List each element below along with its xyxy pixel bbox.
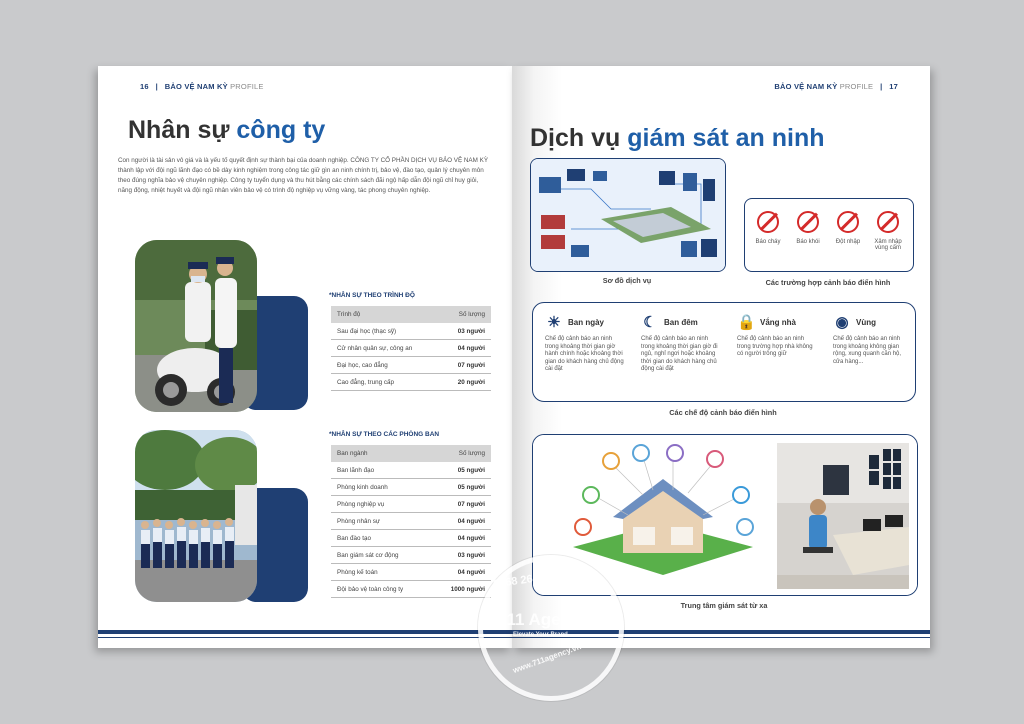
mode-night: ☾ Ban đêm Chế độ cảnh báo an ninh trong khoảng thời gian giờ đi ngủ, nghỉ ngơi hoặc khoảng thời gian do khách hàng chủ động cài đặt — [641, 313, 718, 373]
intro-paragraph: Con người là tài sản vô giá và là yếu tố quyết định sự thành bại của doanh nghiệp. CÔNG TY CỔ PHẦN DỊCH VỤ BẢO VỆ NAM KỲ thành lập với đội ngũ lãnh đạo có bề dày kinh nghiệm trong công tác giữ gìn an ninh chính trị, bảo vệ, đào tạo, quản lý chuyên môn theo đúng nghĩa bảo vệ chuyên nghiệp. Công ty tuyển dụng và thu hút bằng các chính sách đãi ngộ hấp dẫn đội ngũ chỉ huy giỏi, năng động, nhiệt huyết và đội ngũ nhân viên bảo vệ có trình độ nghiệp vụ vững vàng, tác phong chuyên nghiệp. — [118, 157, 489, 194]
column-header: Số lượng — [441, 306, 491, 323]
table-row: Ban giám sát cơ động 03 người — [331, 547, 491, 564]
mode-zone: ◉ Vùng Chế độ cảnh báo an ninh trong khoảng không gian rộng, xung quanh căn hộ, cửa hàng... — [833, 313, 902, 365]
guards-team-photo — [135, 430, 257, 602]
staff-by-department-table — [331, 445, 491, 598]
service-diagram — [530, 158, 726, 272]
target-icon: ◉ — [835, 313, 849, 331]
monitoring-caption: Trung tâm giám sát từ xa — [680, 601, 768, 610]
right-brand: BẢO VỆ NAM KỲ — [774, 82, 838, 91]
footer-bar — [98, 630, 512, 634]
sun-icon: ☀ — [547, 313, 561, 331]
stamp-url: www.711agency.vn — [511, 641, 583, 676]
moon-icon: ☾ — [643, 313, 657, 331]
left-brand: BẢO VỆ NAM KỲ — [164, 82, 228, 91]
alerts-caption: Các trường hợp cảnh báo điển hình — [765, 278, 891, 287]
smoke-alarm-icon — [797, 211, 819, 233]
control-room-photo — [777, 443, 909, 589]
fire-alarm-icon — [757, 211, 779, 233]
table1-title: *NHÂN SỰ THEO TRÌNH ĐỘ — [329, 292, 415, 299]
table-header-row — [331, 445, 491, 462]
mode-day: ☀ Ban ngày Chế độ cảnh báo an ninh trong khoảng thời gian giờ hành chính hoặc khoảng thời gian do khách hàng chủ động cài đặt — [545, 313, 624, 373]
table-row: Sau đại học (thạc sỹ) 03 người — [331, 323, 491, 340]
left-page-number: 16 — [140, 82, 149, 91]
diagram-caption: Sơ đồ dịch vụ — [602, 276, 652, 285]
right-page-header: BẢO VỆ NAM KỲ PROFILE | 17 — [774, 82, 898, 91]
staff-by-degree-table — [331, 306, 491, 391]
guards-motorbike-photo — [135, 240, 257, 412]
table-row: Cao đẳng, trung cấp 20 người — [331, 374, 491, 391]
right-page-number: 17 — [889, 82, 898, 91]
table-row: Phòng kinh doanh 05 người — [331, 479, 491, 496]
footer-line — [98, 637, 512, 638]
table2-title: *NHÂN SỰ THEO CÁC PHÒNG BAN — [329, 431, 440, 438]
table-row: Đội bảo vệ toàn công ty 1000 người — [331, 581, 491, 598]
table-row: Phòng kế toán 04 người — [331, 564, 491, 581]
table-header-row — [331, 306, 491, 323]
column-header: Ban ngành — [331, 445, 432, 462]
stamp-name: 711 Agency — [497, 610, 590, 629]
column-header: Số lượng — [432, 445, 491, 462]
column-header: Trình độ — [331, 306, 441, 323]
alert-cases-box — [744, 198, 914, 272]
table-row: Ban lãnh đạo 05 người — [331, 462, 491, 479]
lock-icon: 🔒 — [737, 313, 756, 331]
fire-alarm-item: Báo cháy — [749, 211, 787, 245]
intrusion-item: Đột nhập — [829, 211, 867, 245]
left-page-title: Nhân sự công ty — [128, 116, 326, 144]
alert-modes-box — [532, 302, 916, 402]
table-row: Đại học, cao đẳng 07 người — [331, 357, 491, 374]
intrusion-icon — [837, 211, 859, 233]
stamp-phone: 0968 266 711 — [492, 569, 561, 591]
left-page-header: 16 | BẢO VỆ NAM KỲ PROFILE — [140, 82, 264, 91]
restricted-zone-item: Xâm nhập vùng cấm — [869, 211, 907, 251]
restricted-zone-icon — [877, 211, 899, 233]
smoke-alarm-item: Báo khói — [789, 211, 827, 245]
left-brand-suffix: PROFILE — [230, 82, 264, 91]
modes-caption: Các chế độ cảnh báo điển hình — [669, 408, 777, 417]
table-row: Cử nhân quân sự, công an 04 người — [331, 340, 491, 357]
table-row: Phòng nghiệp vụ 07 người — [331, 496, 491, 513]
right-brand-suffix: PROFILE — [839, 82, 874, 91]
stamp-tagline: Elevate Your Brand — [513, 632, 568, 638]
table-row: Phòng nhân sự 04 người — [331, 513, 491, 530]
agency-watermark-stamp — [478, 555, 624, 701]
right-page-title: Dịch vụ giám sát an ninh — [530, 124, 825, 152]
left-page — [98, 66, 512, 648]
mode-away: 🔒 Vắng nhà Chế độ cảnh báo an ninh trong trường hợp nhà không có người trông giữ — [737, 313, 813, 358]
table-row: Ban đào tạo 04 người — [331, 530, 491, 547]
